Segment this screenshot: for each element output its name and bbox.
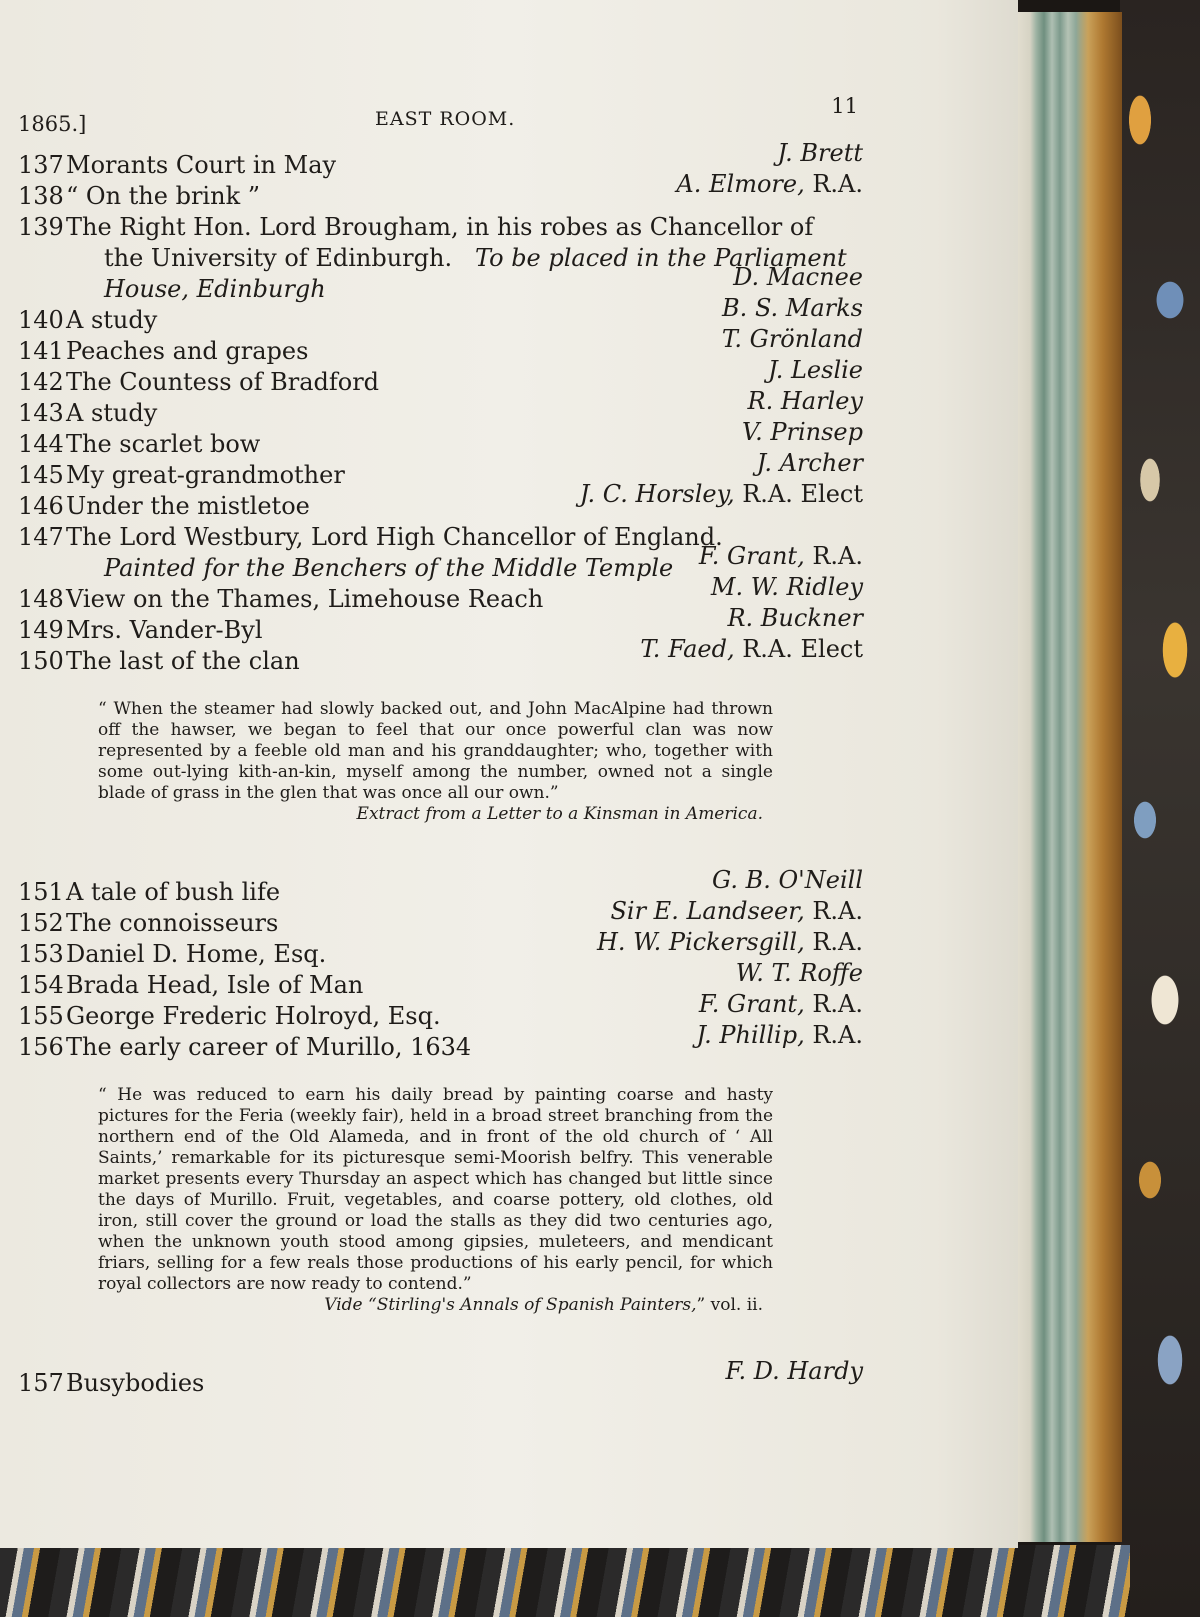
entry-title: Peaches and grapes	[66, 337, 309, 365]
catalogue-entries	[18, 139, 863, 1399]
artist-name: R. Harley	[747, 387, 863, 415]
entry-title: The last of the clan	[66, 647, 300, 675]
artist-name: G. B. O'Neill	[712, 866, 863, 894]
artist-name: T. Faed, R.A. Elect	[640, 635, 863, 663]
marbled-board-edge	[0, 1545, 1130, 1617]
running-head-year: 1865.]	[18, 112, 87, 136]
entry-title: The early career of Murillo, 1634	[66, 1033, 472, 1061]
entry-title: Brada Head, Isle of Man	[66, 971, 364, 999]
artist-name: V. Prinsep	[741, 418, 863, 446]
quotation-source: Extract from a Letter to a Kinsman in America.	[356, 804, 763, 824]
catalogue-entry-139: 139The Right Hon. Lord Brougham, in his robes as Chancellor of the University of Edinburgh. To be placed in the Parliament House, Edinburgh D. Macnee	[18, 213, 863, 303]
artist-name: J. Brett	[777, 139, 863, 167]
entry-number: 146	[18, 492, 64, 520]
artist-name: M. W. Ridley	[710, 573, 863, 601]
marbled-endpaper	[1120, 0, 1200, 1617]
entry-number: 145	[18, 461, 64, 489]
catalogue-entry	[18, 1021, 863, 1063]
entry-number: 143	[18, 399, 64, 427]
entry-number: 150	[18, 647, 64, 675]
entry-title: View on the Thames, Limehouse Reach	[66, 585, 544, 613]
quotation-source: Vide “Stirling's Annals of Spanish Painters,” vol. ii.	[324, 1295, 763, 1315]
entry-number: 152	[18, 909, 64, 937]
entry-title: Daniel D. Home, Esq.	[66, 940, 327, 968]
catalogue-entry	[18, 170, 863, 212]
running-head-section: EAST ROOM.	[375, 108, 516, 130]
entry-number: 138	[18, 182, 64, 210]
entry-title: Mrs. Vander-Byl	[66, 616, 263, 644]
entry-number: 137	[18, 151, 64, 179]
entry-number: 151	[18, 878, 64, 906]
page-block-edge	[1010, 12, 1122, 1542]
artist-name: J. C. Horsley, R.A. Elect	[579, 480, 863, 508]
entry-title: The scarlet bow	[66, 430, 261, 458]
entry-number: 155	[18, 1002, 64, 1030]
entry-number: 154	[18, 971, 64, 999]
entry-number: 140	[18, 306, 64, 334]
artist-name: T. Grönland	[721, 325, 863, 353]
entry-title: “ On the brink ”	[66, 182, 261, 210]
entry-number: 153	[18, 940, 64, 968]
artist-name: J. Archer	[756, 449, 863, 477]
quotation-murillo: “ He was reduced to earn his daily bread by painting coarse and hasty pictures for the Feria (weekly fair), held in a broad street branching from the northern end of the Old Alameda, and in front of the old church of ‘ All Saints,’ remarkable for its picturesque semi-Moorish belfry. This venerable market presents every Thursday an aspect which has changed but little since the days of Murillo. Fruit, vegetables, and coarse pottery, old clothes, old iron, still cover the ground or load the stalls as they did two centuries ago, when the unknown youth stood among gipsies, muleteers, and mendicant friars, selling for a few reals those productions of his early pencil, for which royal collectors are now ready to contend.” Vide “Stirling's Annals of Spanish Painters,” vol. ii.	[98, 1085, 773, 1315]
entry-number: 149	[18, 616, 64, 644]
artist-name: J. Phillip, R.A.	[696, 1021, 863, 1049]
entry-title: A study	[66, 306, 158, 334]
catalogue-entry-157: 157Busybodies F. D. Hardy	[18, 1357, 863, 1397]
artist-name: A. Elmore, R.A.	[676, 170, 863, 198]
catalogue-entry	[18, 418, 863, 460]
catalogue-entry	[18, 480, 863, 522]
entry-title: A tale of bush life	[66, 878, 281, 906]
page-number: 11	[831, 94, 858, 118]
entry-title: Morants Court in May	[66, 151, 337, 179]
entry-number: 148	[18, 585, 64, 613]
entry-number: 141	[18, 337, 64, 365]
artist-name: R. Buckner	[727, 604, 863, 632]
entry-number: 142	[18, 368, 64, 396]
artist-name: J. Leslie	[767, 356, 863, 384]
entry-title: The Countess of Bradford	[66, 368, 380, 396]
artist-name: W. T. Roffe	[735, 959, 863, 987]
entry-title: George Frederic Holroyd, Esq.	[66, 1002, 441, 1030]
entry-number: 144	[18, 430, 64, 458]
artist-name: F. Grant, R.A.	[698, 542, 863, 570]
artist-name: Sir E. Landseer, R.A.	[610, 897, 863, 925]
artist-name: F. Grant, R.A.	[698, 990, 863, 1018]
catalogue-entry-147: 147The Lord Westbury, Lord High Chancellor of England. Painted for the Benchers of the Middle Temple F. Grant, R.A.	[18, 523, 863, 582]
artist-name: F. D. Hardy	[725, 1357, 863, 1385]
artist-name: H. W. Pickersgill, R.A.	[596, 928, 863, 956]
catalogue-entry	[18, 387, 863, 429]
running-head	[18, 94, 858, 138]
catalogue-entry	[18, 635, 863, 677]
quotation-clan: “ When the steamer had slowly backed out, and John MacAlpine had thrown off the hawser, we began to feel that our once powerful clan was now represented by a feeble old man and his granddaughter; who, together with some out-lying kith-an-kin, myself among the number, owned not a single blade of grass in the glen that was once all our own.” Extract from a Letter to a Kinsman in America.	[98, 699, 773, 824]
catalogue-entry	[18, 325, 863, 367]
entry-number: 156	[18, 1033, 64, 1061]
entry-title: My great-grandmother	[66, 461, 345, 489]
artist-name: B. S. Marks	[722, 294, 863, 322]
catalogue-entry	[18, 356, 863, 398]
entry-title: The connoisseurs	[66, 909, 279, 937]
entry-title: Under the mistletoe	[66, 492, 310, 520]
entry-title: A study	[66, 399, 158, 427]
artist-name: D. Macnee	[733, 263, 863, 291]
